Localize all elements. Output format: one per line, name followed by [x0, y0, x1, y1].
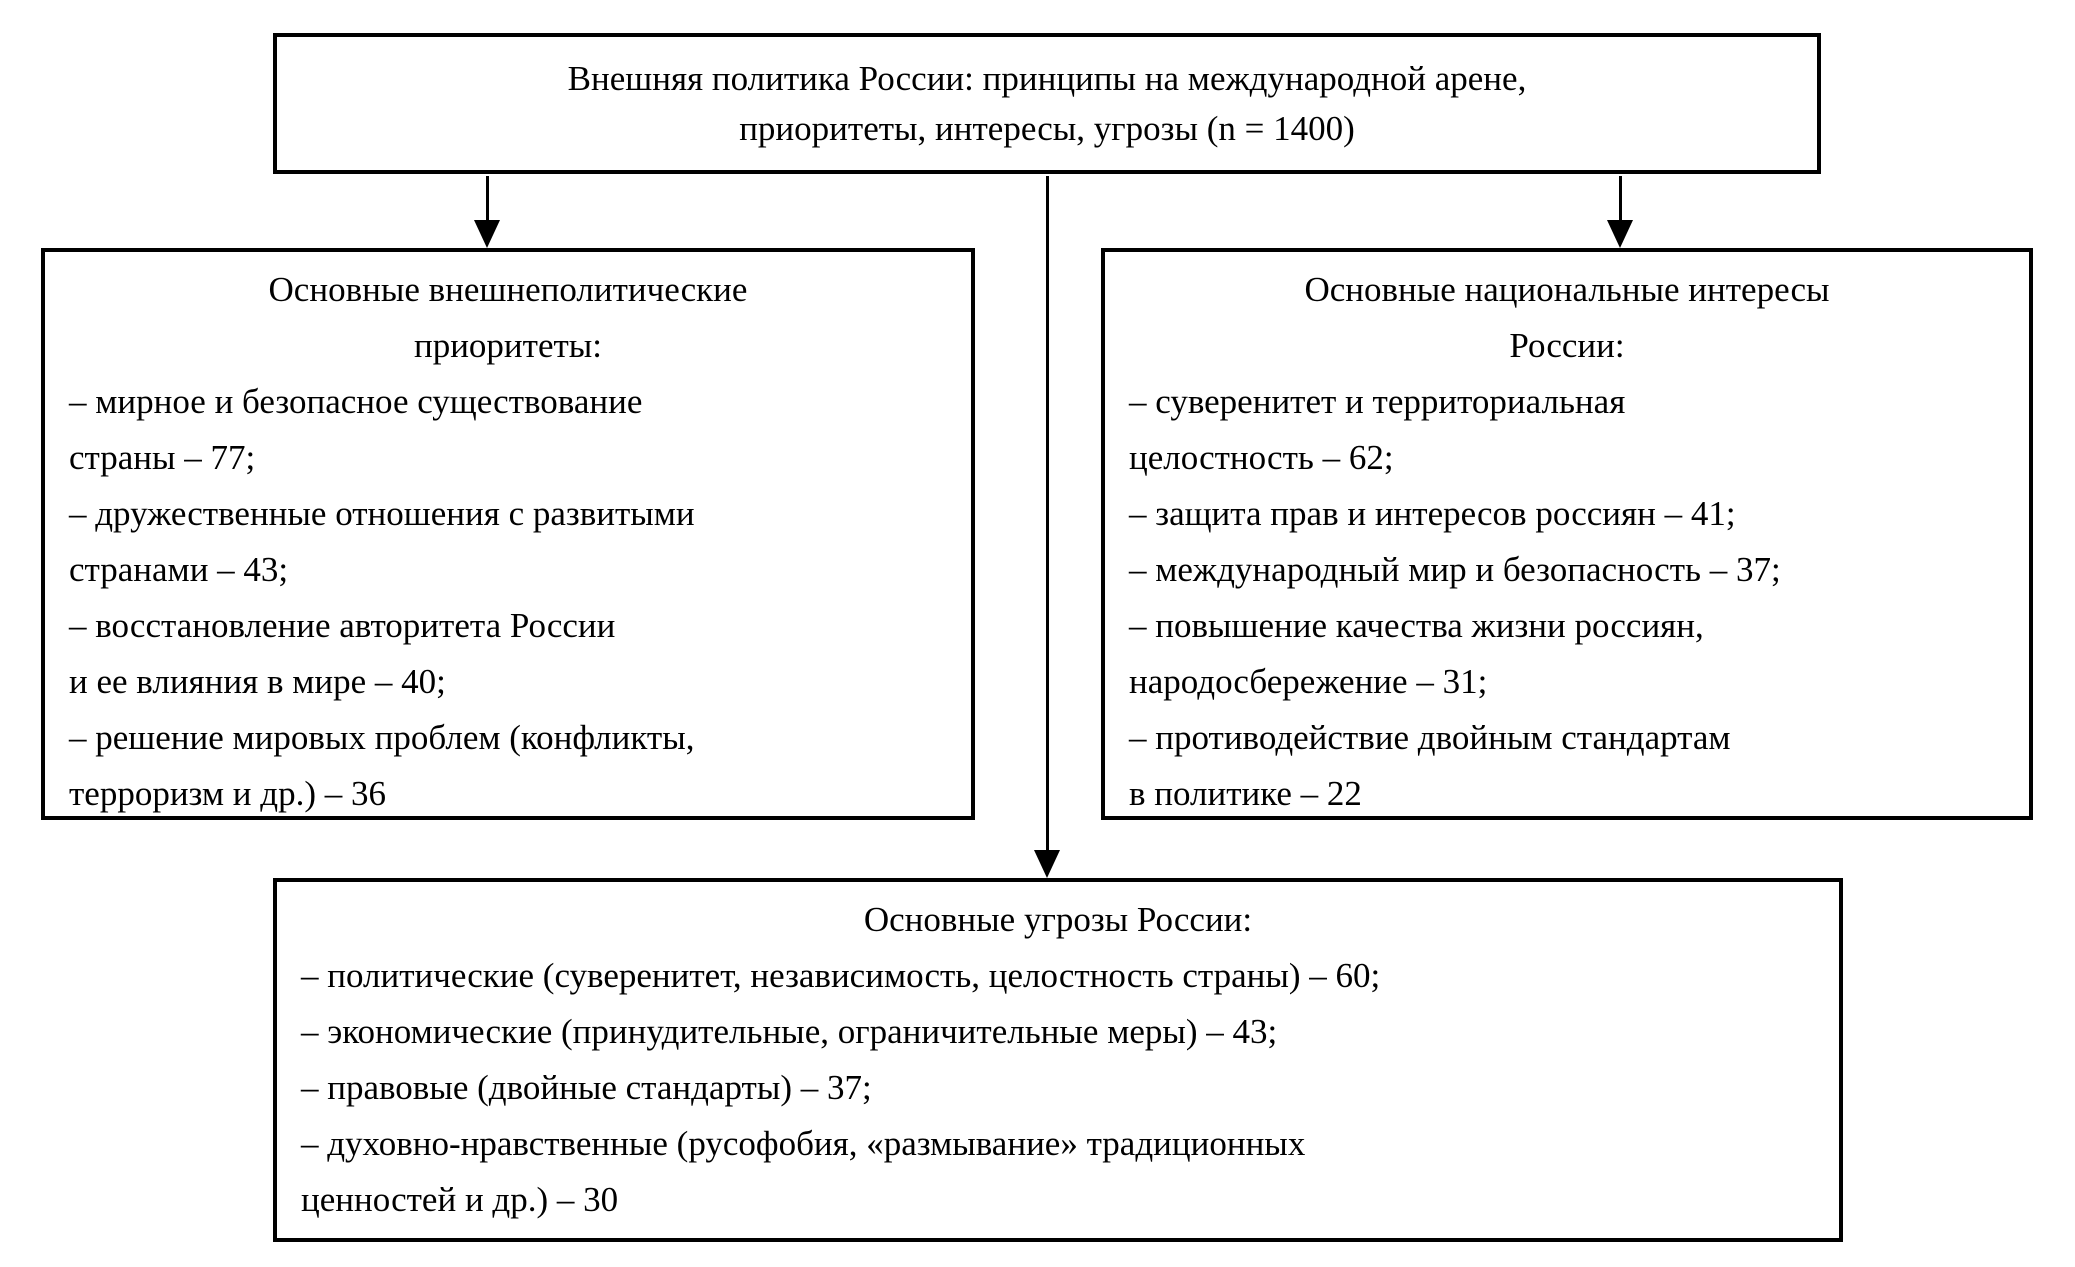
right-box-title-line: России: — [1509, 326, 1625, 365]
bottom-box-body-line: – правовые (двойные стандарты) – 37; — [301, 1068, 872, 1107]
left-box-body-line: и ее влияния в мире – 40; — [69, 662, 446, 701]
bottom-box-body-line: – политические (суверенитет, независимость, целостность страны) – 60; — [301, 956, 1381, 995]
left-box-body-line: страны – 77; — [69, 438, 256, 477]
top-box-title-line: Внешняя политика России: принципы на международной арене, — [567, 58, 1527, 98]
left-box-body-line: странами – 43; — [69, 550, 289, 589]
arrow-down-to-bottom-box — [1046, 176, 1049, 852]
right-box-body-line: – защита прав и интересов россиян – 41; — [1129, 494, 1736, 533]
bottom-box-body-line: ценностей и др.) – 30 — [301, 1180, 619, 1219]
arrow-down-icon — [1607, 220, 1633, 248]
right-box-title-line: Основные национальные интересы — [1304, 270, 1830, 309]
arrow-down-to-left-box — [486, 176, 489, 222]
right-box-body-line: – повышение качества жизни россиян, — [1129, 606, 1704, 645]
top-box-title-line: приоритеты, интересы, угрозы (n = 1400) — [739, 108, 1355, 148]
bottom-box-body-line: – экономические (принудительные, ограничительные меры) – 43; — [301, 1012, 1278, 1051]
right-box-body-line: в политике – 22 — [1129, 774, 1362, 813]
right-box-body-line: целостность – 62; — [1129, 438, 1394, 477]
arrow-down-icon — [474, 220, 500, 248]
right-box-body-line: народосбережение – 31; — [1129, 662, 1488, 701]
left-box-body-line: – дружественные отношения с развитыми — [69, 494, 695, 533]
top-box-foreign-policy — [273, 33, 1821, 174]
left-box-body-line: – восстановление авторитета России — [69, 606, 616, 645]
right-box-body-line: – противодействие двойным стандартам — [1129, 718, 1731, 757]
left-box-content — [45, 252, 971, 830]
left-box-body-line: – мирное и безопасное существование — [69, 382, 643, 421]
right-box-body-line: – суверенитет и территориальная — [1129, 382, 1626, 421]
left-box-body-line: терроризм и др.) – 36 — [69, 774, 386, 813]
right-box-national-interests — [1101, 248, 2033, 820]
arrow-down-to-right-box — [1619, 176, 1622, 222]
left-box-title-line: Основные внешнеполитические — [268, 270, 748, 309]
bottom-box-main-threats — [273, 878, 1843, 1242]
left-box-foreign-policy-priorities — [41, 248, 975, 820]
left-box-body-line: – решение мировых проблем (конфликты, — [69, 718, 695, 757]
left-box-title-line: приоритеты: — [413, 326, 603, 365]
bottom-box-title-line: Основные угрозы России: — [863, 900, 1253, 939]
bottom-box-body-line: – духовно-нравственные (русофобия, «размывание» традиционных — [301, 1124, 1306, 1163]
right-box-body-line: – международный мир и безопасность – 37; — [1129, 550, 1781, 589]
bottom-box-content — [277, 882, 1839, 1236]
arrow-down-icon — [1034, 850, 1060, 878]
right-box-content — [1105, 252, 2029, 830]
